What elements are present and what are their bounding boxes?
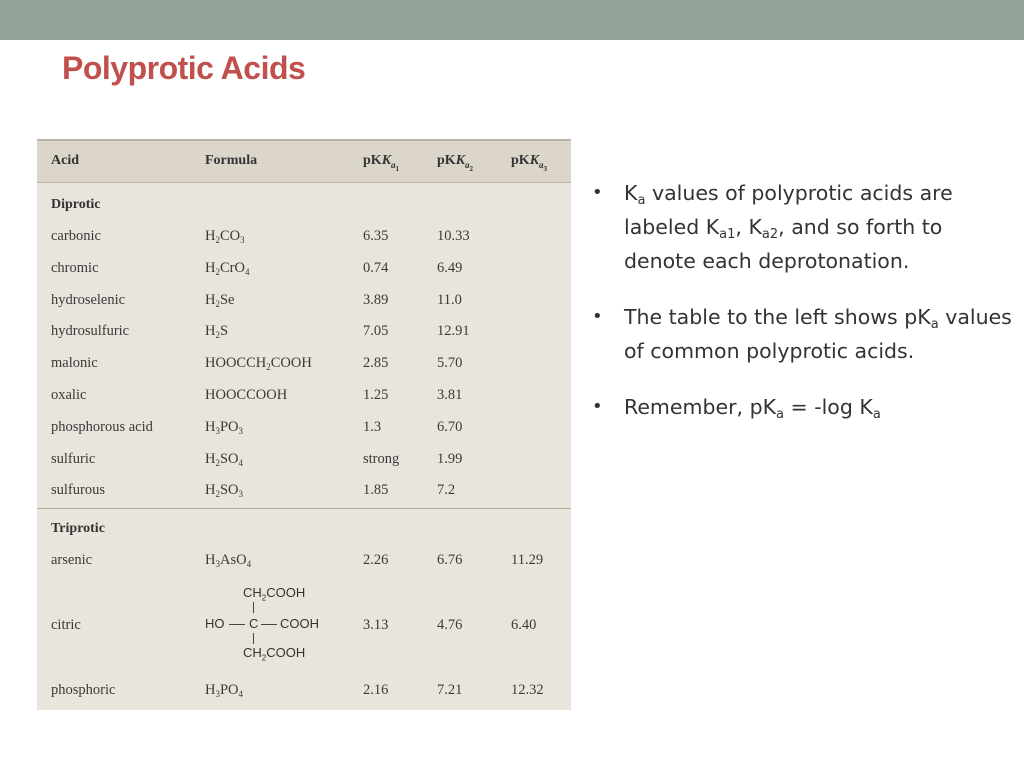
acid-formula: $H_2SO_3$ xyxy=(205,482,244,500)
group-divider xyxy=(37,508,571,509)
pka1-value: 1.3 xyxy=(363,418,382,435)
top-banner xyxy=(0,0,1024,40)
pka2-value: 7.21 xyxy=(437,682,463,698)
pka2-value: 6.49 xyxy=(437,259,463,276)
pka2-value: 5.70 xyxy=(437,355,463,372)
bullet-dot: • xyxy=(592,396,603,417)
acid-formula: $H_3PO_4$ xyxy=(205,682,244,699)
group-label-triprotic: Triprotic xyxy=(51,521,105,536)
acid-formula: $H_3AsO_4$ xyxy=(205,552,252,569)
pka1-value: 0.74 xyxy=(363,259,389,276)
table-header-row xyxy=(37,141,571,183)
pka2-value: 3.81 xyxy=(437,387,463,403)
pka2-value: 6.70 xyxy=(437,418,463,435)
pka1-value: 2.16 xyxy=(363,682,389,698)
pka1-value: 2.26 xyxy=(363,552,389,568)
bullet-item-ka-labels: • $K_a$ values of polyprotic acids are labeled $K_{a1}$, $K_{a2}$, and so forth to denote each deprotonation. xyxy=(592,176,1012,278)
acid-name: hydroselenic xyxy=(51,291,126,308)
pka1-value: 1.85 xyxy=(363,482,389,499)
pka2-value: 6.76 xyxy=(437,552,463,568)
acid-formula: $H_3PO_3$ xyxy=(205,418,244,436)
citric-structural-formula xyxy=(205,582,345,662)
bullet-list xyxy=(592,176,1012,446)
header-acid: Acid xyxy=(51,153,79,168)
pka3-value: 11.29 xyxy=(511,552,544,568)
acid-name: sulfuric xyxy=(51,450,96,467)
pka3-value: 6.40 xyxy=(511,617,537,633)
bullet-item-pka-definition: • Remember, $pK_a = -\log$ $K_a$ xyxy=(592,390,1012,424)
struct-bottom-ch2cooh: $CH_2COOH$ xyxy=(243,645,306,663)
acid-formula: $H_2SO_4$ xyxy=(205,450,244,468)
bullet-dot: • xyxy=(592,182,603,203)
struct-carbon: C xyxy=(249,616,259,631)
acid-formula: $HOOCCH_2COOH$ xyxy=(205,355,312,373)
acid-name: hydrosulfuric xyxy=(51,323,130,340)
acid-name: oxalic xyxy=(51,387,87,403)
pka1-value: 3.89 xyxy=(363,291,389,308)
pka2-value: 7.2 xyxy=(437,482,456,499)
struct-ho: HO xyxy=(205,616,225,631)
bullet-dot: • xyxy=(592,306,603,327)
pka1-value: 3.13 xyxy=(363,617,389,633)
pka3-value: 12.32 xyxy=(511,682,544,698)
pka2-value: 10.33 xyxy=(437,228,470,244)
slide-title: Polyprotic Acids xyxy=(62,50,306,86)
pka1-value: 1.25 xyxy=(363,387,389,403)
acid-name: phosphoric xyxy=(51,682,116,698)
header-pka3: pKK$_{a_3}$ xyxy=(511,153,548,173)
acid-name: sulfurous xyxy=(51,482,105,499)
group-label-diprotic: Diprotic xyxy=(51,197,101,212)
acid-name: citric xyxy=(51,617,81,633)
pka-table xyxy=(37,139,571,710)
acid-formula: $H_2Se$ xyxy=(205,291,235,309)
struct-top-ch2cooh: $CH_2COOH$ xyxy=(243,585,306,603)
pka1-value: 6.35 xyxy=(363,228,389,244)
pka1-value: strong xyxy=(363,450,400,467)
acid-formula: HOOCCOOH xyxy=(205,387,288,403)
pka2-value: 1.99 xyxy=(437,450,463,467)
pka2-value: 11.0 xyxy=(437,291,462,308)
acid-name: arsenic xyxy=(51,552,93,568)
acid-name: carbonic xyxy=(51,228,101,244)
pka1-value: 7.05 xyxy=(363,323,389,340)
header-formula: Formula xyxy=(205,153,258,168)
acid-formula: $H_2CO_3$ xyxy=(205,228,245,245)
struct-cooh: COOH xyxy=(280,616,319,631)
acid-formula: $H_2S$ xyxy=(205,323,229,341)
bullet-item-table-description: • The table to the left shows $pK_a$ values of common polyprotic acids. xyxy=(592,300,1012,368)
header-pka2: pKK$_{a_2}$ xyxy=(437,153,474,173)
pka1-value: 2.85 xyxy=(363,355,389,372)
acid-formula: $H_2CrO_4$ xyxy=(205,259,250,277)
acid-name: malonic xyxy=(51,355,98,372)
acid-name: phosphorous acid xyxy=(51,418,153,435)
pka2-value: 12.91 xyxy=(437,323,470,340)
header-pka1: pKK$_{a_1}$ xyxy=(363,153,400,173)
pka2-value: 4.76 xyxy=(437,617,463,633)
acid-name: chromic xyxy=(51,259,99,276)
